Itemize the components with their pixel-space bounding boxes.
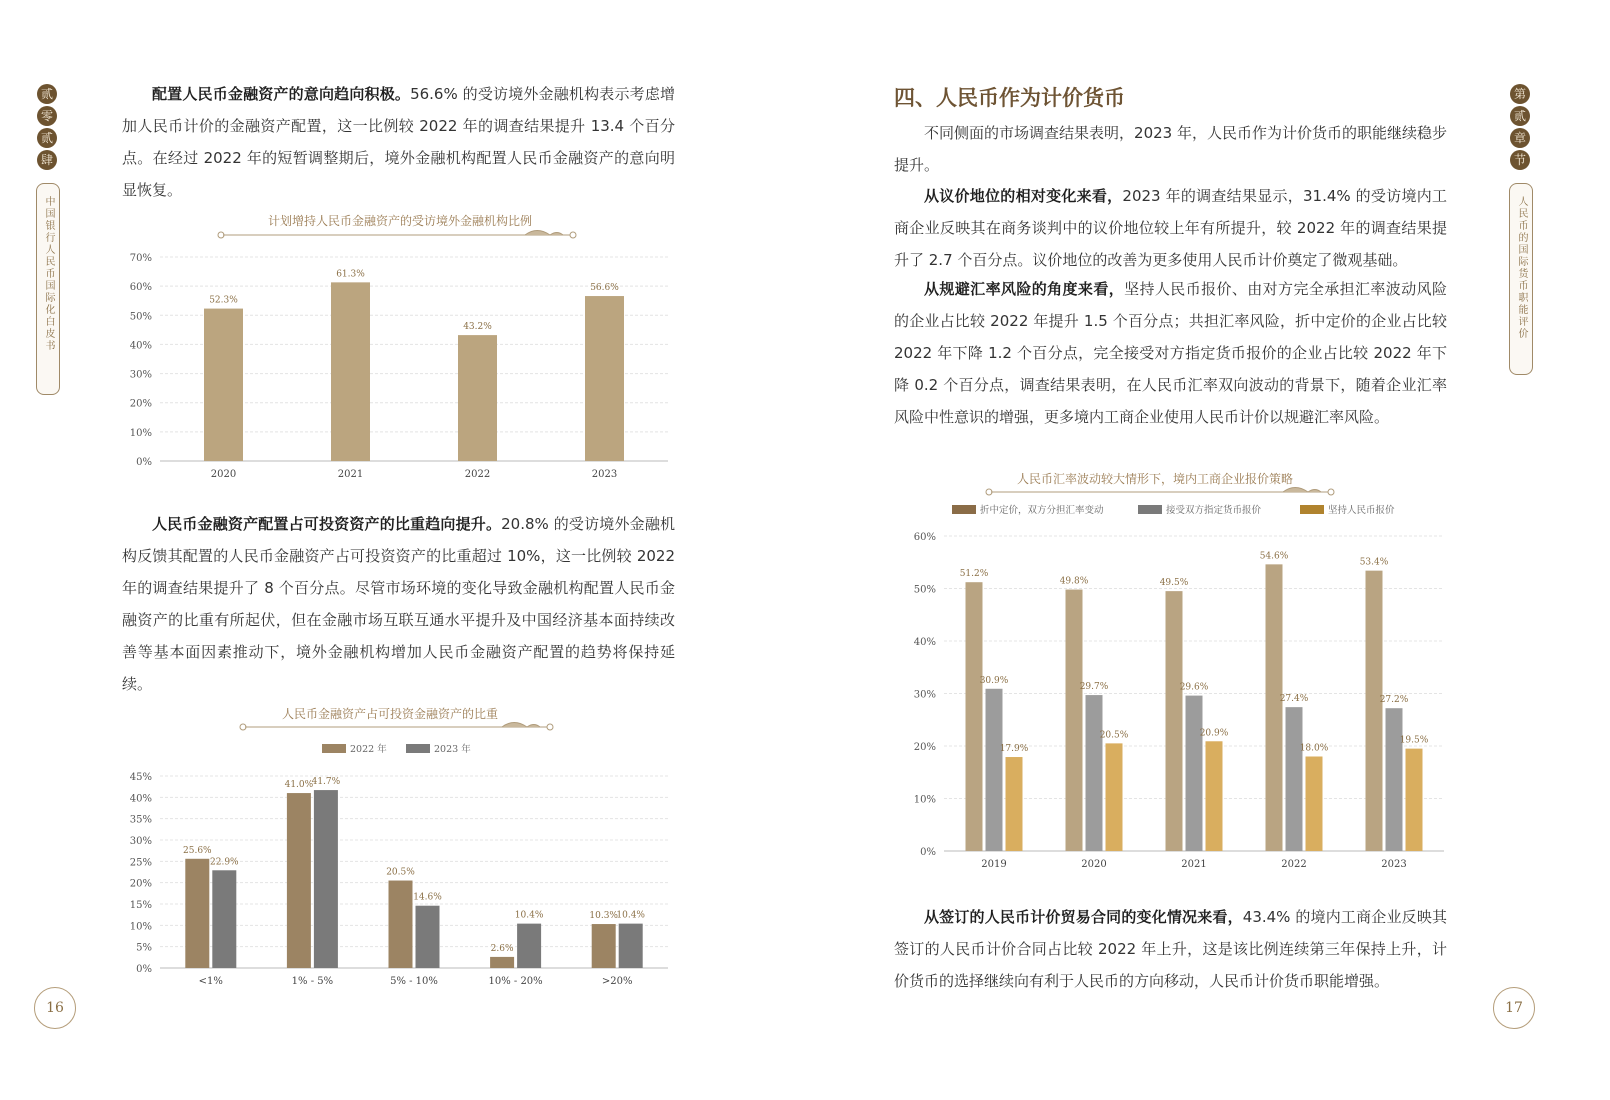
legend-swatch (1300, 505, 1324, 514)
data-label: 56.6% (590, 283, 619, 294)
bar (1286, 707, 1303, 851)
legend-label: 2022 年 (350, 744, 387, 755)
x-tick-label: 2020 (210, 469, 237, 480)
bar (1166, 591, 1183, 851)
x-tick-label: <1% (198, 976, 223, 987)
y-tick-label: 5% (136, 942, 152, 954)
chart-2-title: 人民币金融资产占可投资金融资产的比重 (281, 707, 498, 721)
bar (1066, 590, 1083, 851)
data-label: 43.2% (463, 322, 492, 333)
data-label: 41.7% (311, 777, 341, 788)
legend-swatch (406, 744, 430, 753)
y-tick-label: 0% (136, 457, 152, 468)
bar (517, 924, 541, 968)
chart-3-title-ornament (983, 484, 1343, 498)
y-tick-label: 20% (129, 398, 152, 410)
bar (185, 859, 209, 968)
x-tick-label: 2019 (981, 859, 1007, 870)
paragraph-r2 (894, 180, 1447, 276)
legend-swatch (322, 744, 346, 753)
x-tick-label: 2021 (337, 469, 364, 480)
chart-3-title: 人民币汇率波动较大情形下，境内工商企业报价策略 (1016, 472, 1293, 486)
paragraph-r1-text: 不同侧面的市场调查结果表明，2023 年，人民币作为计价货币的职能继续稳步提升。 (894, 124, 1447, 174)
bar (1106, 743, 1123, 851)
y-tick-label: 50% (129, 311, 152, 323)
y-tick-label: 60% (129, 282, 152, 294)
side-scroll-text: 中国银行人民币国际化白皮书 (43, 196, 54, 352)
y-tick-label: 40% (129, 340, 152, 352)
bar (585, 296, 624, 461)
x-tick-label: 2022 (1281, 859, 1307, 870)
data-label: 18.0% (1299, 743, 1329, 754)
bar (966, 582, 983, 851)
chart-3 (894, 500, 1454, 885)
x-tick-label: 2023 (591, 469, 618, 480)
data-label: 49.5% (1159, 578, 1189, 589)
chart-1-title: 计划增持人民币金融资产的受访境外金融机构比例 (267, 214, 532, 228)
paragraph-r4-bold: 从签订的人民币计价贸易合同的变化情况来看， (924, 908, 1243, 926)
data-label: 53.4% (1359, 557, 1389, 568)
chart-2 (120, 740, 680, 995)
data-label: 20.5% (386, 867, 415, 878)
bar (1306, 757, 1323, 852)
y-tick-label: 45% (129, 772, 152, 783)
data-label: 41.0% (284, 780, 314, 791)
bar (1006, 757, 1023, 851)
y-tick-label: 10% (129, 427, 152, 439)
data-label: 22.9% (210, 857, 239, 868)
page-number: 16 (34, 987, 76, 1029)
data-label: 2.6% (490, 943, 514, 954)
paragraph-r2-text: 2023 年的调查结果显示，31.4% 的受访境内工商企业反映其在商务谈判中的议价地位较上年有所提升，较 2022 年的调查结果提升了 2.7 个百分点。议价地位的改善为更多使用人民币计价奠定了微观基础。 (894, 187, 1447, 269)
side-scroll (1509, 183, 1533, 375)
x-tick-label: 10% - 20% (488, 976, 543, 987)
y-tick-label: 0% (920, 847, 936, 858)
paragraph-r3 (894, 273, 1447, 433)
y-tick-label: 35% (129, 814, 152, 826)
chart-1-title-ornament (215, 227, 585, 241)
data-label: 27.4% (1279, 694, 1309, 705)
page-number: 17 (1493, 987, 1535, 1029)
side-badge: 零 (37, 106, 57, 126)
y-tick-label: 20% (129, 878, 152, 890)
y-tick-label: 50% (913, 584, 936, 596)
paragraph-1-bold: 配置人民币金融资产的意向趋向积极。 (152, 85, 411, 103)
side-badge: 肆 (37, 150, 57, 170)
bar (1206, 741, 1223, 851)
x-tick-label: 1% - 5% (291, 976, 334, 987)
side-badge: 节 (1510, 150, 1530, 170)
y-tick-label: 60% (913, 532, 936, 543)
data-label: 20.9% (1199, 728, 1229, 739)
data-label: 27.2% (1379, 695, 1409, 706)
data-label: 61.3% (336, 269, 365, 280)
side-badge: 章 (1510, 128, 1530, 148)
data-label: 20.5% (1099, 730, 1129, 741)
side-scroll-text: 人民币的国际货币职能评价 (1516, 196, 1527, 340)
data-label: 10.3% (589, 911, 618, 922)
bar (1366, 571, 1383, 851)
data-label: 29.7% (1079, 682, 1109, 693)
paragraph-r1 (894, 117, 1447, 181)
bar (314, 790, 338, 968)
data-label: 29.6% (1179, 682, 1209, 693)
bar (986, 689, 1003, 851)
paragraph-r4-text: 43.4% 的境内工商企业反映其签订的人民币计价合同占比较 2022 年上升，这是该比例连续第三年保持上升，计价货币的选择继续向有利于人民币的方向移动，人民币计价货币职能增强。 (894, 908, 1447, 990)
bar (458, 335, 497, 461)
bar (389, 881, 413, 968)
y-tick-label: 40% (129, 793, 152, 805)
bar (490, 957, 514, 968)
side-badge: 第 (1510, 84, 1530, 104)
chart-1 (120, 245, 680, 490)
y-tick-label: 30% (129, 836, 152, 847)
y-tick-label: 70% (129, 253, 152, 264)
data-label: 54.6% (1259, 551, 1289, 562)
y-tick-label: 25% (129, 857, 152, 869)
data-label: 19.5% (1399, 735, 1429, 746)
data-label: 17.9% (999, 744, 1029, 755)
right-page (805, 0, 1610, 1100)
y-tick-label: 10% (913, 794, 936, 806)
x-tick-label: 2023 (1381, 859, 1407, 870)
bar (416, 906, 440, 968)
y-tick-label: 20% (913, 742, 936, 753)
side-badge: 贰 (37, 84, 57, 104)
paragraph-r2-bold: 从议价地位的相对变化来看， (924, 187, 1123, 205)
data-label: 14.6% (413, 892, 442, 903)
side-badge: 贰 (1510, 106, 1530, 126)
data-label: 51.2% (959, 569, 989, 580)
data-label: 25.6% (183, 845, 212, 856)
x-tick-label: >20% (601, 976, 633, 987)
section-heading: 四、人民币作为计价货币 (894, 86, 1125, 110)
data-label: 30.9% (979, 675, 1009, 686)
bar (287, 793, 311, 968)
bar (331, 282, 370, 461)
legend-label: 坚持人民币报价 (1328, 505, 1395, 516)
data-label: 49.8% (1059, 576, 1089, 587)
legend-swatch (952, 505, 976, 514)
bar (1406, 749, 1423, 851)
y-tick-label: 10% (129, 921, 152, 933)
y-tick-label: 15% (129, 900, 152, 911)
bar (592, 924, 616, 968)
legend-label: 2023 年 (434, 744, 471, 755)
x-tick-label: 2021 (1181, 859, 1207, 870)
legend-label: 接受双方指定货币报价 (1166, 505, 1262, 516)
x-tick-label: 2022 (464, 469, 491, 480)
side-scroll (36, 183, 60, 395)
y-tick-label: 0% (136, 964, 152, 975)
paragraph-r3-bold: 从规避汇率风险的角度来看， (924, 280, 1125, 298)
y-tick-label: 30% (129, 369, 152, 381)
bar (212, 870, 236, 968)
chart-2-title-ornament (237, 719, 562, 733)
bar (1266, 564, 1283, 851)
bar (1386, 708, 1403, 851)
data-label: 10.4% (616, 910, 645, 921)
legend-swatch (1138, 505, 1162, 514)
bar (204, 309, 243, 461)
x-tick-label: 2020 (1081, 859, 1107, 870)
paragraph-1 (122, 78, 675, 206)
bar (1186, 696, 1203, 851)
y-tick-label: 30% (913, 689, 936, 701)
bar (619, 924, 643, 968)
data-label: 52.3% (209, 295, 238, 306)
side-badge: 贰 (37, 128, 57, 148)
paragraph-r3-text: 坚持人民币报价、由对方完全承担汇率波动风险的企业占比较 2022 年提升 1.5 个百分点；共担汇率风险，折中定价的企业占比较 2022 年下降 1.2 个百分点，完全接受对方指定货币报价的企业占比较 2022 年下降 0.2 个百分点，调查结果表明，在人民币汇率双向波动的背景下，随着企业汇率风险中性意识的增强，更多境内工商企业使用人民币计价以规避汇率风险。 (894, 280, 1447, 426)
bar (1086, 695, 1103, 851)
data-label: 10.4% (514, 910, 544, 921)
paragraph-2 (122, 508, 675, 700)
y-tick-label: 40% (913, 637, 936, 648)
legend-label: 折中定价，双方分担汇率变动 (980, 505, 1104, 516)
paragraph-r4 (894, 901, 1447, 997)
x-tick-label: 5% - 10% (390, 976, 438, 987)
paragraph-1-text: 56.6% 的受访境外金融机构表示考虑增加人民币计价的金融资产配置，这一比例较 2022 年的调查结果提升 13.4 个百分点。在经过 2022 年的短暂调整期后，境外金融机构配置人民币金融资产的意向明显恢复。 (122, 85, 675, 199)
paragraph-2-bold: 人民币金融资产配置占可投资资产的比重趋向提升。 (152, 515, 502, 533)
paragraph-2-text: 20.8% 的受访境外金融机构反馈其配置的人民币金融资产占可投资资产的比重超过 10%，这一比例较 2022 年的调查结果提升了 8 个百分点。尽管市场环境的变化导致金融机构配置人民币金融资产的比重有所起伏，但在金融市场互联互通水平提升及中国经济基本面持续改善等基本面因素推动下，境外金融机构增加人民币金融资产配置的趋势将保持延续。 (122, 515, 675, 693)
